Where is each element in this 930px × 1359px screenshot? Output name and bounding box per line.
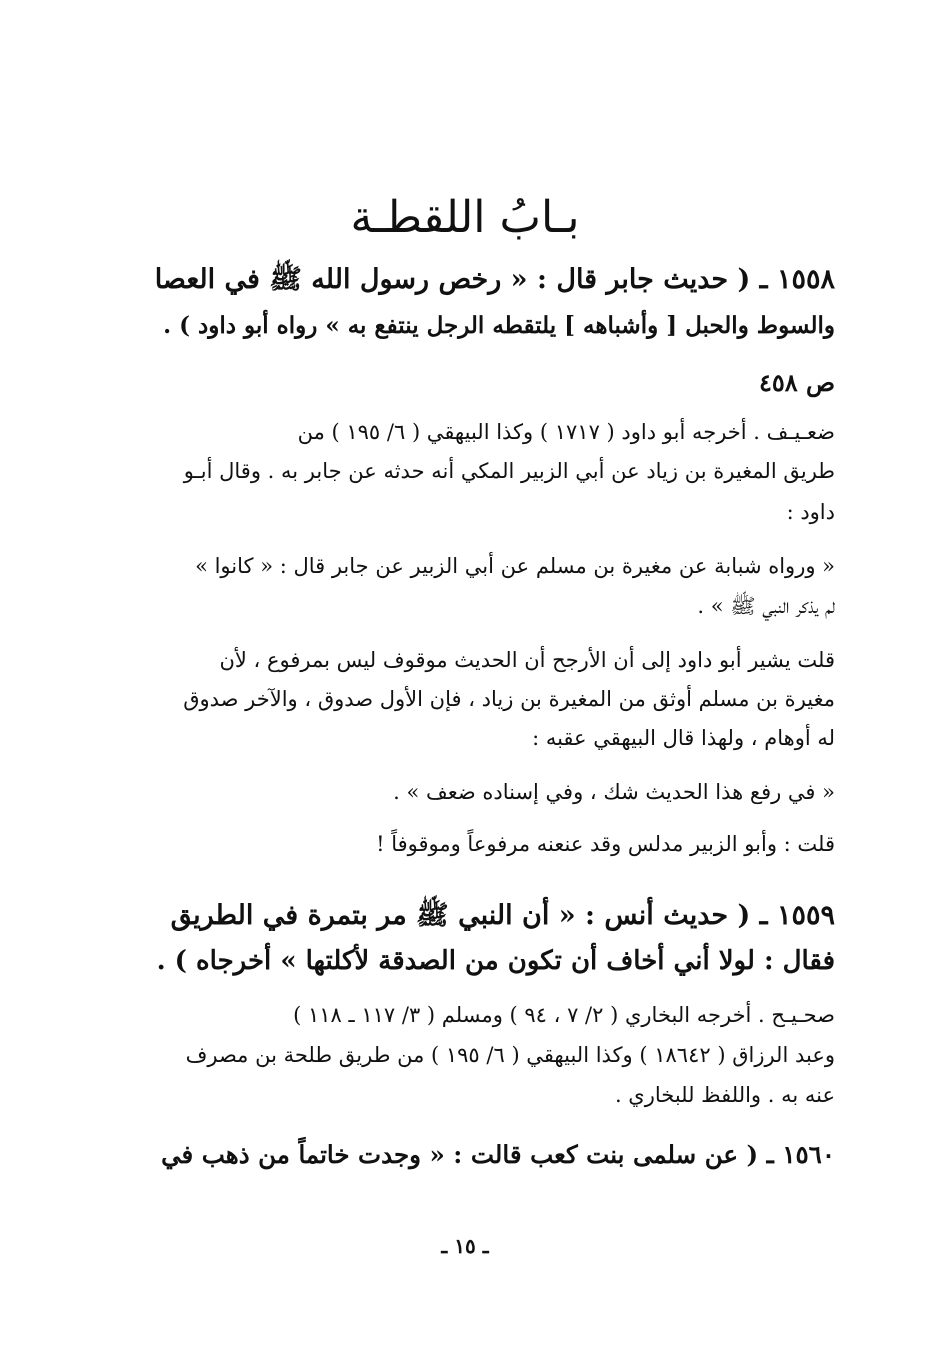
comment-1558-p3-line-2: مغيرة بن مسلم أوثق من المغيرة بن زياد ، فإن الأول صدوق ، والآخر صدوق — [183, 687, 835, 711]
comment-1558-p1-line-3: داود : — [786, 500, 835, 524]
hadith-1559-line-2: فقال : لولا أني أخاف أن تكون من الصدقة لأكلتها » أخرجاه ) . — [156, 946, 835, 976]
comment-1559-line-1: صحـيـح . أخرجه البخاري ( ٢/ ٧ ، ٩٤ ) ومسلم ( ٣/ ١١٧ ـ ١١٨ ) — [293, 1003, 835, 1027]
hadith-1559-line-1: ١٥٥٩ ـ ( حديث أنس : « أن النبي ﷺ مر بتمرة في الطريق — [170, 900, 835, 931]
comment-1559-line-3: عنه به . واللفظ للبخاري . — [614, 1083, 835, 1107]
comment-1558-p3-line-1: قلت يشير أبو داود إلى أن الأرجح أن الحديث موقوف ليس بمرفوع ، لأن — [219, 648, 835, 672]
comment-1559-line-2: وعبد الرزاق ( ١٨٦٤٢ ) وكذا البيهقي ( ٦/ ١٩٥ ) من طريق طلحة بن مصرف — [185, 1043, 835, 1067]
hadith-1558-line-2: والسوط والحبل [ وأشباهه ] يلتقطه الرجل ينتفع به » رواه أبو داود ) . — [163, 312, 835, 339]
chapter-title: بـابُ اللقطـة — [350, 192, 580, 243]
comment-1558-p3-line-3: له أوهام ، ولهذا قال البيهقي عقبه : — [532, 726, 835, 750]
page-number: ـ ١٥ ـ — [441, 1234, 489, 1258]
comment-1558-quote: « في رفع هذا الحديث شك ، وفي إسناده ضعف » . — [393, 780, 835, 804]
comment-1558-p5-line-1: قلت : وأبو الزبير مدلس وقد عنعنه مرفوعاً وموقوفاً ! — [376, 832, 835, 856]
comment-1558-p2-line-1: « ورواه شبابة عن مغيرة بن مسلم عن أبي الزبير عن جابر قال : « كانوا » — [195, 554, 835, 578]
comment-1558-p1-line-2: طريق المغيرة بن زياد عن أبي الزبير المكي أنه حدثه عن جابر به . وقال أبـو — [183, 459, 835, 483]
hadith-1558-line-1: ١٥٥٨ ـ ( حديث جابر قال : « رخص رسول الله ﷺ في العصا — [154, 264, 835, 295]
page-reference: ص ٤٥٨ — [758, 368, 835, 397]
comment-1558-p1-line-1: ضعـيـف . أخرجه أبو داود ( ١٧١٧ ) وكذا البيهقي ( ٦/ ١٩٥ ) من — [297, 420, 835, 444]
hadith-1560-line-1: ١٥٦٠ ـ ( عن سلمى بنت كعب قالت : « وجدت خاتماً من ذهب في — [161, 1140, 835, 1169]
comment-1558-p2-line-2: لم يذكر النبي ﷺ » . — [697, 594, 835, 618]
